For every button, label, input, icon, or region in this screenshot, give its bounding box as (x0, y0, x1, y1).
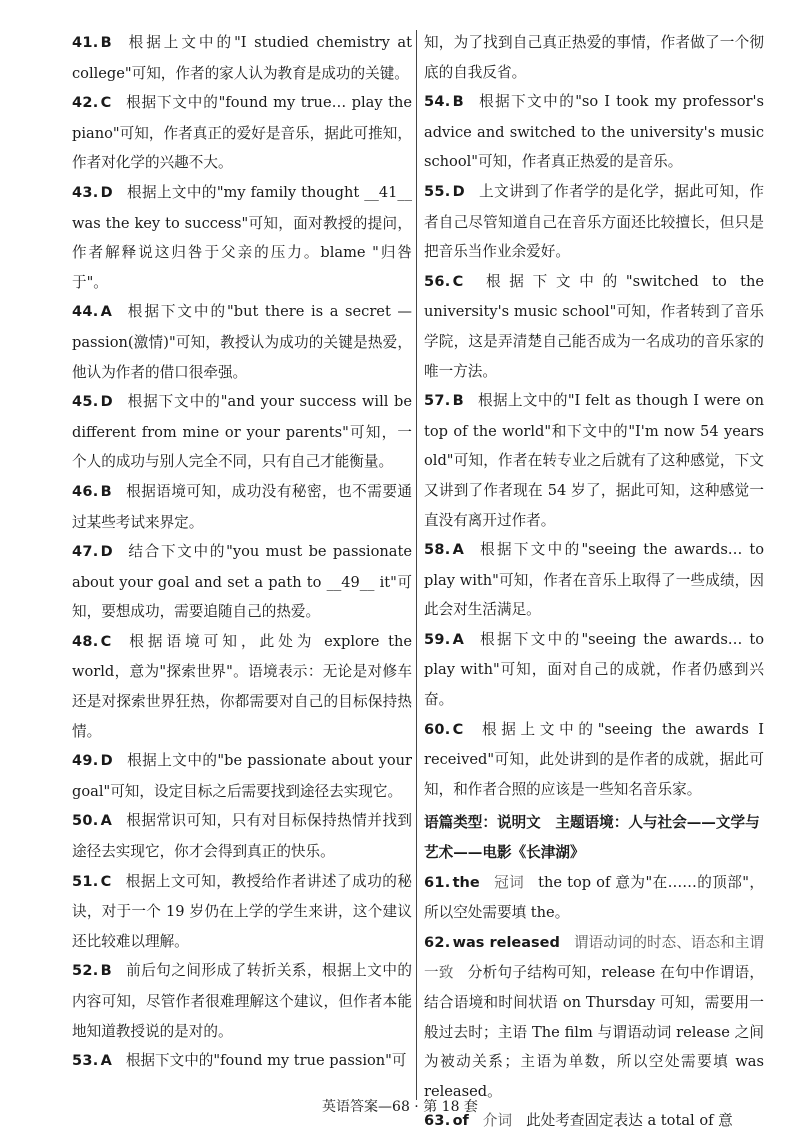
question-number: 60. (424, 721, 451, 738)
answer-entry (424, 28, 764, 87)
question-number: 46. (72, 483, 99, 500)
question-number: 54. (424, 94, 451, 111)
answer-entry (424, 87, 764, 177)
question-number: 58. (424, 542, 451, 559)
answer-entry (72, 88, 412, 178)
explanation-text: 知，为了找到自己真正热爱的事情，作者做了一个彻底的自我反省。 (424, 34, 764, 81)
explanation-text: 根据下文中的"seeing the awards… to play with"可知，面对自己的成就，作者仍感到兴奋。 (424, 630, 764, 709)
answer-entry (424, 177, 764, 267)
question-number: 48. (72, 633, 99, 650)
right-column (424, 28, 764, 1137)
answer-entry (72, 746, 412, 806)
explanation-text: 根据上文可知，教授给作者讲述了成功的秘诀，对于一个 19 岁仍在上学的学生来讲，这个建议还比较难以理解。 (72, 872, 412, 950)
explanation-text: 分析句子结构可知，release 在句中作谓语，结合语境和时间状语 on Thursday 可知，需要用一般过去时；主语 The film 与谓语动词 release 之间为被动关系；主语为单数，所以空处需要填 was released。 (424, 964, 764, 1100)
answer-entry (424, 625, 764, 715)
question-number: 45. (72, 394, 99, 411)
explanation-text: 根据语境可知，成功没有秘密，也不需要通过某些考试来界定。 (72, 482, 412, 531)
answer-key: C (452, 721, 464, 738)
answer-entry (424, 868, 764, 928)
answer-entry (72, 178, 412, 297)
answer-key: B (452, 94, 464, 111)
question-number: 55. (424, 183, 451, 200)
answer-entry (72, 806, 412, 866)
answer-entry (424, 715, 764, 805)
answer-key: the (452, 874, 480, 891)
question-number: 49. (72, 753, 99, 770)
answer-entry (424, 535, 764, 625)
question-number: 63. (424, 1113, 451, 1130)
answer-entry (424, 386, 764, 535)
answer-key: A (100, 813, 112, 830)
question-number: 51. (72, 873, 99, 890)
explanation-text: 根据下文中的"and your success will be different from mine or your parents"可知，一个人的成功与别人完全不同，只有自己才能衡量。 (72, 393, 412, 471)
answer-entry (72, 477, 412, 537)
page-footer: 英语答案—68 · 第 18 套 (322, 1099, 478, 1115)
answer-entry (72, 537, 412, 627)
answer-key: D (452, 183, 465, 200)
answer-key: D (100, 544, 113, 561)
left-column (72, 28, 412, 1077)
explanation-text: 根据下文中的"but there is a secret — passion(激情)"可知，教授认为成功的关键是热爱，他认为作者的借口很牵强。 (72, 303, 412, 381)
answer-key: D (100, 394, 113, 411)
answer-key: C (100, 95, 112, 112)
answer-key: B (452, 393, 464, 410)
explanation-text: 根据上文中的"my family thought __41__ was the key to success"可知，面对教授的提问，作者解释说这归咎于父亲的压力。blame "归咎于"。 (72, 183, 412, 291)
explanation-text: 根据下文中的"so I took my professor's advice and switched to the university's music school"可知，作者真正热爱的是音乐。 (424, 93, 764, 171)
explanation-text: 根据上文中的"I studied chemistry at college"可知，作者的家人认为教育是成功的关键。 (72, 34, 412, 82)
answer-key: D (100, 753, 113, 770)
answer-key: D (100, 184, 113, 201)
grammar-category: 介词 (482, 1112, 513, 1130)
explanation-text: 根据语境可知，此处为 explore the world，意为"探索世界"。语境表示：无论是对修车还是对探索世界狂热，你都需要对自己的目标保持热情。 (72, 632, 412, 740)
question-number: 52. (72, 963, 99, 980)
answer-entry (72, 297, 412, 387)
answer-key: A (452, 631, 464, 648)
explanation-text: 根据常识可知，只有对目标保持热情并找到途径去实现它，你才会得到真正的快乐。 (72, 812, 412, 861)
column-divider (416, 30, 417, 1100)
grammar-category: 冠词 (493, 873, 525, 891)
explanation-text: 根据上文中的"be passionate about your goal"可知，设定目标之后需要找到途径去实现它。 (72, 752, 412, 800)
question-number: 47. (72, 544, 99, 561)
explanation-text: 根据上文中的"I felt as though I were on top of the world"和下文中的"I'm now 54 years old"可知，作者在转专业之后就有了这种感觉，下文又讲到了作者现在 54 岁了，据此可知，这种感觉一直没有离开过作者。 (424, 392, 764, 529)
answer-key: A (452, 542, 464, 559)
answer-key: C (100, 873, 112, 890)
explanation-text: 根据下文中的"found my true passion"可 (125, 1052, 407, 1070)
answer-entry (424, 928, 764, 1107)
answer-entry (72, 28, 412, 88)
answer-entry (72, 627, 412, 746)
question-number: 57. (424, 393, 451, 410)
explanation-text: 根据下文中的"found my true… play the piano"可知，作者真正的爱好是音乐，据此可推知，作者对化学的兴趣不大。 (72, 94, 412, 172)
explanation-text: 根据上文中的"seeing the awards I received"可知，此处讲到的是作者的成就，据此可知，和作者合照的应该是一些知名音乐家。 (424, 720, 764, 798)
explanation-text: 此处考查固定表达 a total of 意 (526, 1112, 733, 1130)
section-heading: 语篇类型：说明文 主题语境：人与社会——文学与艺术——电影《长津湖》 (424, 814, 760, 862)
question-number: 61. (424, 874, 451, 891)
answer-entry (72, 387, 412, 477)
answer-key: C (452, 273, 464, 290)
answer-key: A (100, 304, 112, 321)
question-number: 41. (72, 35, 99, 51)
question-number: 50. (72, 813, 99, 830)
question-number: 59. (424, 631, 451, 648)
answer-key: B (100, 35, 112, 51)
answer-key: A (100, 1053, 112, 1070)
answer-entry (72, 867, 412, 957)
answer-entry (72, 1046, 412, 1077)
question-number: 44. (72, 304, 99, 321)
answer-key: B (100, 483, 112, 500)
explanation-text: the top of 意为"在……的顶部"，所以空处需要填 the。 (424, 873, 764, 922)
explanation-text: 结合下文中的"you must be passionate about your goal and set a path to __49__ it"可知，要想成功，需要追随自己的热爱。 (72, 543, 412, 621)
explanation-text: 根据下文中的"switched to the university's music school"可知，作者转到了音乐学院，这是弄清楚自己能否成为一名成功的音乐家的唯一方法。 (424, 272, 764, 380)
answer-entry (72, 956, 412, 1046)
question-number: 53. (72, 1053, 99, 1070)
answer-key: B (100, 963, 112, 980)
answer-entry (424, 267, 764, 386)
answer-key: of (452, 1113, 469, 1130)
question-number: 43. (72, 184, 99, 201)
question-number: 62. (424, 934, 451, 951)
explanation-text: 前后句之间形成了转折关系，根据上文中的内容可知，尽管作者很难理解这个建议，但作者本能地知道教授说的是对的。 (72, 962, 412, 1040)
answer-key: was released (452, 934, 560, 951)
answer-key: C (100, 633, 112, 650)
explanation-text: 上文讲到了作者学的是化学，据此可知，作者自己尽管知道自己在音乐方面还比较擅长，但只是把音乐当作业余爱好。 (424, 182, 764, 261)
question-number: 56. (424, 273, 451, 290)
explanation-text: 根据下文中的"seeing the awards… to play with"可知，作者在音乐上取得了一些成绩，因此会对生活满足。 (424, 541, 764, 619)
question-number: 42. (72, 95, 99, 112)
grammar-category: 谓语动词的时态、语态和主谓一致 (424, 933, 764, 982)
